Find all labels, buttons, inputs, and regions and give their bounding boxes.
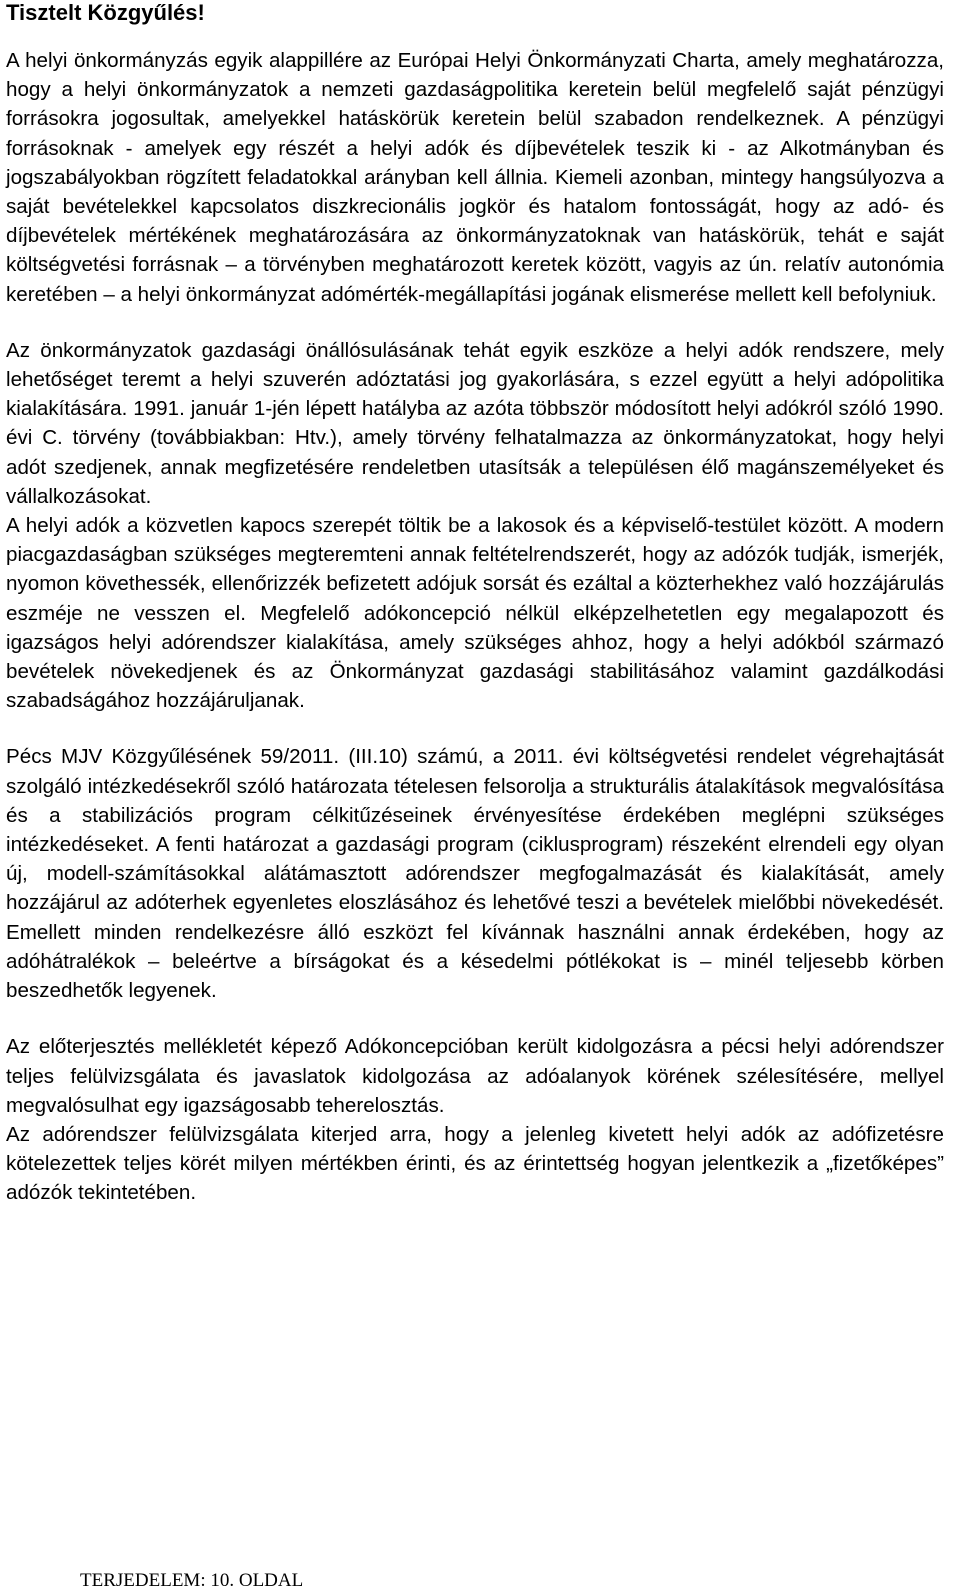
paragraph-helyi-adok-rendszere: Az önkormányzatok gazdasági önállósulásának tehát egyik eszköze a helyi adók rendszere, mely lehetőséget teremt a helyi szuverén adóztatási jog gyakorlására, s ezzel együtt a helyi adópolitika kialakítására. 1991. január 1-jén lépett hatályba az azóta többször módosított helyi adókról szóló 1990. évi C. törvény (továbbiakban: Htv.), amely törvény felhatalmazza az önkormányzatokat, hogy helyi adót szedjenek, annak megfizetésére rendeletben utasítsák a településen élő magánszemélyeket és vállalkozásokat.: [6, 338, 944, 508]
paragraph-adokoncepcio: Az előterjesztés mellékletét képező Adókoncepcióban került kidolgozásra a pécsi helyi adórendszer teljes felülvizsgálata és javaslatok kidolgozása az adóalanyok körének szélesítésére, mellyel megvalósulhat egy igazságosabb teherelosztás.: [6, 1035, 944, 1117]
document-page: [6, 0, 944, 1208]
paragraph-charta: A helyi önkormányzás egyik alappillére az Európai Helyi Önkormányzati Charta, amely meghatározza, hogy a helyi önkormányzatok a nemzeti gazdaságpolitika keretein belül megfelelő saját pénzügyi forrásokra jogosultak, amelyekkel hatáskörük keretein belül szabadon rendelkeznek. A pénzügyi forrásoknak - amelyek egy részét a helyi adók és díjbevételek teszik ki - az Alkotmányban és jogszabályokban rögzített feladatokkal arányban kell állnia. Kiemeli azonban, mintegy hangsúlyozva a saját bevételekkel kapcsolatos diszkrecionális jogkör és hatalom fontosságát, hogy az adó- és díjbevételek mértékének meghatározására az önkormányzatoknak van hatáskörük, tehát e saját költségvetési forrásnak – a törvényben meghatározott keretek között, vagyis az ún. relatív autonómia keretében – a helyi önkormányzat adómérték-megállapítási jogának elismerése mellett kell befolyniuk.: [6, 49, 944, 306]
paragraph-kozgyules-hatarozat: Pécs MJV Közgyűlésének 59/2011. (III.10) számú, a 2011. évi költségvetési rendelet végrehajtását szolgáló intézkedésekről szóló határozata tételesen felsorolja a strukturális átalakítások megvalósítása és a stabilizációs program célkitűzéseinek érvényesítése érdekében meglépni szükséges intézkedéseket. A fenti határozat a gazdasági program (ciklusprogram) részeként elrendeli egy olyan új, modell-számításokkal alátámasztott adórendszer megfogalmazását és kialakítását, amely hozzájárul az adóterhek egyenletes eloszlásához és lehetővé teszi a bevételek mielőbbi növekedését. Emellett minden rendelkezésre álló eszközt fel kívánnak használni annak érdekében, hogy az adóhátralékok – beleértve a bírságokat és a késedelmi pótlékokat is – minél teljesebb körben beszedhetők legyenek.: [6, 745, 944, 1003]
paragraph-kozvetlen-kapocs: A helyi adók a közvetlen kapocs szerepét töltik be a lakosok és a képviselő-testület között. A modern piacgazdaságban szükséges megteremteni annak feltételrendszerét, hogy az adózók tudják, ismerjék, nyomon követhessék, ellenőrizzék befizetett adójuk sorsát és ezáltal a közterhekhez való hozzájárulás eszméje ne vesszen el. Megfelelő adókoncepció nélkül elképzelhetetlen egy megalapozott és igazságos helyi adórendszer kialakítása, amely szükséges ahhoz, hogy a helyi adókból származó bevételek növekedjenek és az Önkormányzat gazdasági stabilitásához valamint gazdálkodási szabadságához hozzájáruljanak.: [6, 514, 944, 713]
document-heading: Tisztelt Közgyűlés!: [6, 0, 205, 25]
paragraph-felulvizsgalat: Az adórendszer felülvizsgálata kiterjed arra, hogy a jelenleg kivetett helyi adók az adófizetésre kötelezettek teljes körét milyen mértékben érinti, és az érintettség hogyan jelentkezik a „fizetőképes” adózók tekintetében.: [6, 1122, 944, 1205]
page-length-note: TERJEDELEM: 10. OLDAL: [80, 1570, 304, 1591]
